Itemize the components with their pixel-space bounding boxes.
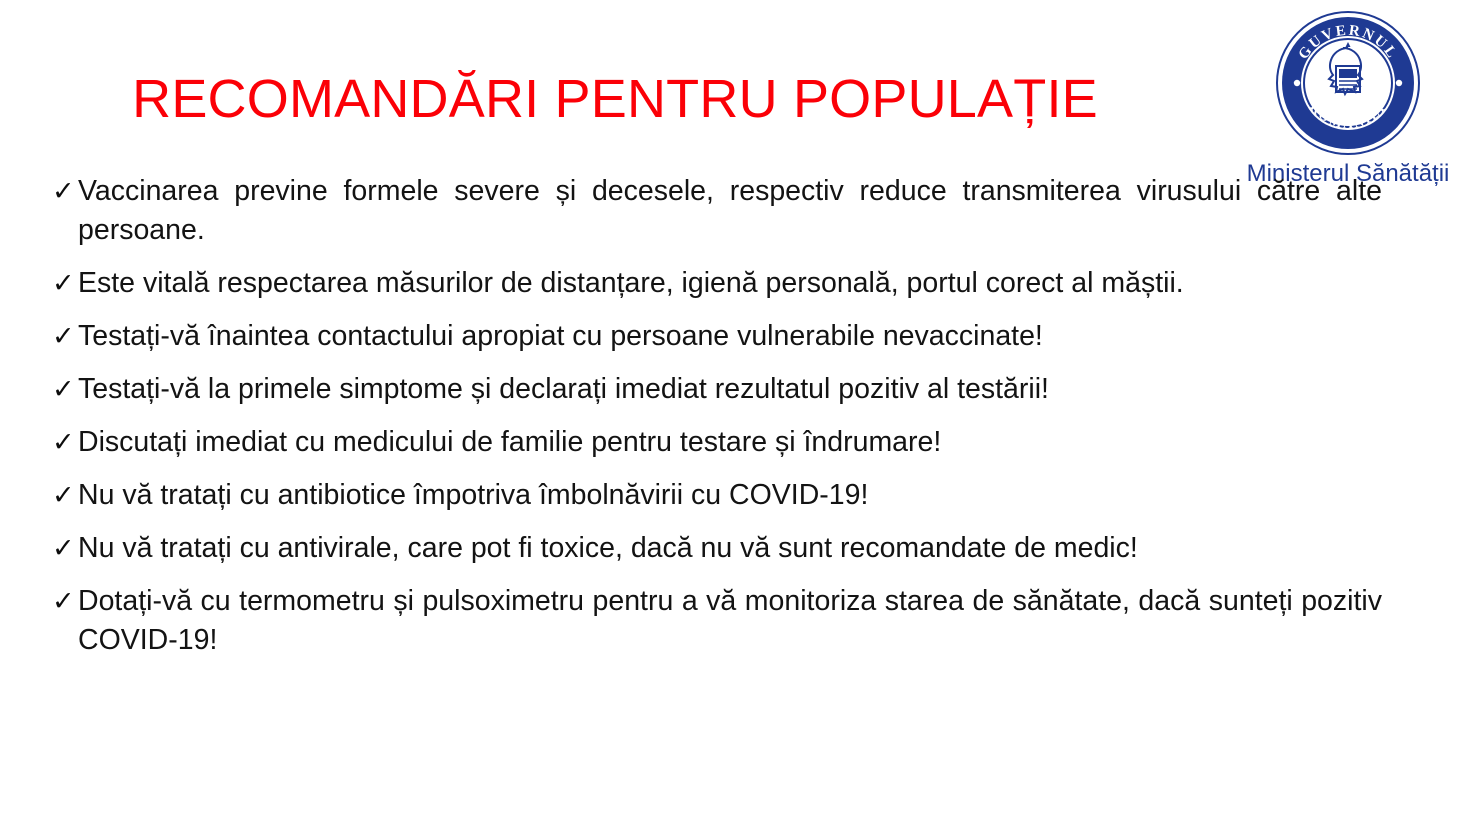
romanian-government-seal-icon xyxy=(1273,8,1423,158)
list-item-text: Dotați-vă cu termometru și pulsoximetru pentru a vă monitoriza starea de sănătate, dacă sunteți pozitiv COVID-19! xyxy=(78,585,1382,656)
list-item xyxy=(52,264,1382,303)
page-title: RECOMANDĂRI PENTRU POPULAȚIE xyxy=(132,69,1098,129)
check-icon: ✓ xyxy=(52,321,75,351)
list-item-text: Nu vă tratați cu antibiotice împotriva îmbolnăvirii cu COVID-19! xyxy=(78,479,869,511)
list-item-text: Discutați imediat cu medicului de familie pentru testare și îndrumare! xyxy=(78,426,942,458)
check-icon: ✓ xyxy=(52,427,75,457)
list-item-text: Este vitală respectarea măsurilor de distanțare, igienă personală, portul corect al măștii. xyxy=(78,267,1184,299)
list-item xyxy=(52,172,1382,250)
emblem-block xyxy=(1228,8,1468,188)
list-item xyxy=(52,317,1382,356)
svg-text:ROMÂNIEI: ROMÂNIEI xyxy=(1306,100,1390,133)
list-item-text: Testați-vă înaintea contactului apropiat cu persoane vulnerabile nevaccinate! xyxy=(78,320,1043,352)
list-item xyxy=(52,370,1382,409)
check-icon: ✓ xyxy=(52,480,75,510)
list-item xyxy=(52,423,1382,462)
check-icon: ✓ xyxy=(52,176,75,206)
list-item-text: Nu vă tratați cu antivirale, care pot fi toxice, dacă nu vă sunt recomandate de medic! xyxy=(78,532,1138,564)
svg-text:GUVERNUL: GUVERNUL xyxy=(1295,22,1401,63)
slide-header xyxy=(0,0,1482,187)
list-item-text: Vaccinarea previne formele severe și decesele, respectiv reduce transmiterea virusului către alte persoane. xyxy=(78,175,1382,246)
ministry-label: Ministerul Sănătății xyxy=(1246,160,1450,187)
check-icon: ✓ xyxy=(52,533,75,563)
check-icon: ✓ xyxy=(52,374,75,404)
list-item xyxy=(52,582,1382,660)
check-icon: ✓ xyxy=(52,586,75,616)
list-item xyxy=(52,476,1382,515)
check-icon: ✓ xyxy=(52,268,75,298)
list-item xyxy=(52,529,1382,568)
recommendation-list xyxy=(52,172,1382,674)
list-item-text: Testați-vă la primele simptome și declarați imediat rezultatul pozitiv al testării! xyxy=(78,373,1049,405)
